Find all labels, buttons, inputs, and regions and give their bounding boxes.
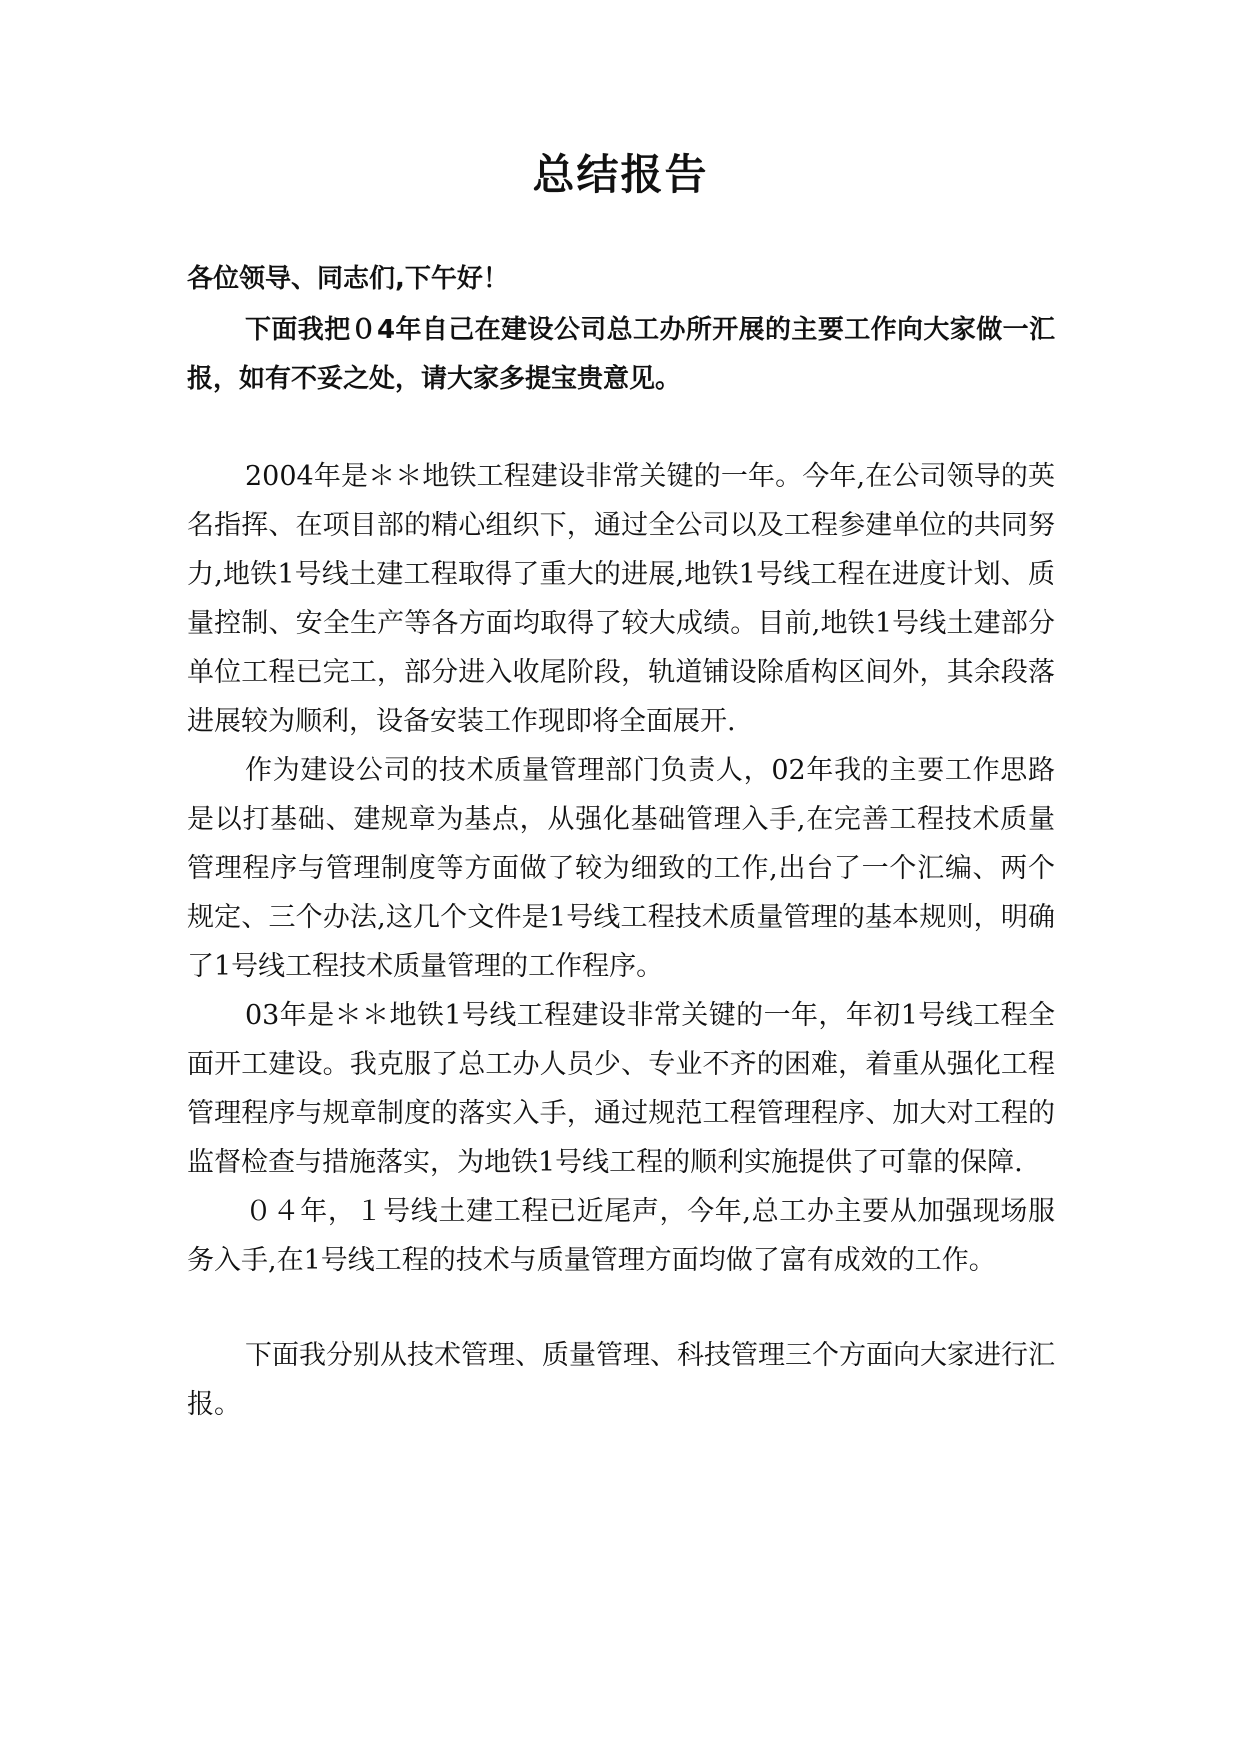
spacer xyxy=(187,1285,1055,1331)
spacer xyxy=(187,404,1055,452)
body-paragraph-4: ０４年，１号线土建工程已近尾声，今年,总工办主要从加强现场服务入手,在1号线工程的技术与质量管理方面均做了富有成效的工作。 xyxy=(187,1196,1055,1276)
intro-paragraph: 下面我把０4年自己在建设公司总工办所开展的主要工作向大家做一汇报，如有不妥之处，请大家多提宝贵意见。 xyxy=(187,315,1055,394)
closing-paragraph: 下面我分别从技术管理、质量管理、科技管理三个方面向大家进行汇报。 xyxy=(187,1340,1055,1420)
greeting: 各位领导、同志们,下午好！ xyxy=(187,264,509,294)
body-paragraph-3: 03年是＊＊地铁1号线工程建设非常关键的一年，年初1号线工程全面开工建设。我克服了总工办人员少、专业不齐的困难，着重从强化工程管理程序与规章制度的落实入手，通过规范工程管理程序、加大对工程的监督检查与措施落实，为地铁1号线工程的顺利实施提供了可靠的保障. xyxy=(187,1000,1055,1178)
page-title: 总结报告 xyxy=(532,150,709,199)
body-paragraph-2: 作为建设公司的技术质量管理部门负责人，02年我的主要工作思路是以打基础、建规章为基点，从强化基础管理入手,在完善工程技术质量管理程序与管理制度等方面做了较为细致的工作,出台了一个汇编、两个规定、三个办法,这几个文件是1号线工程技术质量管理的基本规则，明确了1号线工程技术质量管理的工作程序。 xyxy=(187,755,1055,982)
document-body xyxy=(187,255,1055,1429)
body-paragraph-1: 2004年是＊＊地铁工程建设非常关键的一年。今年,在公司领导的英名指挥、在项目部的精心组织下，通过全公司以及工程参建单位的共同努力,地铁1号线土建工程取得了重大的进展,地铁1号线工程在进度计划、质量控制、安全生产等各方面均取得了较大成绩。目前,地铁1号线土建部分单位工程已完工，部分进入收尾阶段，轨道铺设除盾构区间外，其余段落进展较为顺利，设备安装工作现即将全面展开. xyxy=(187,461,1055,737)
